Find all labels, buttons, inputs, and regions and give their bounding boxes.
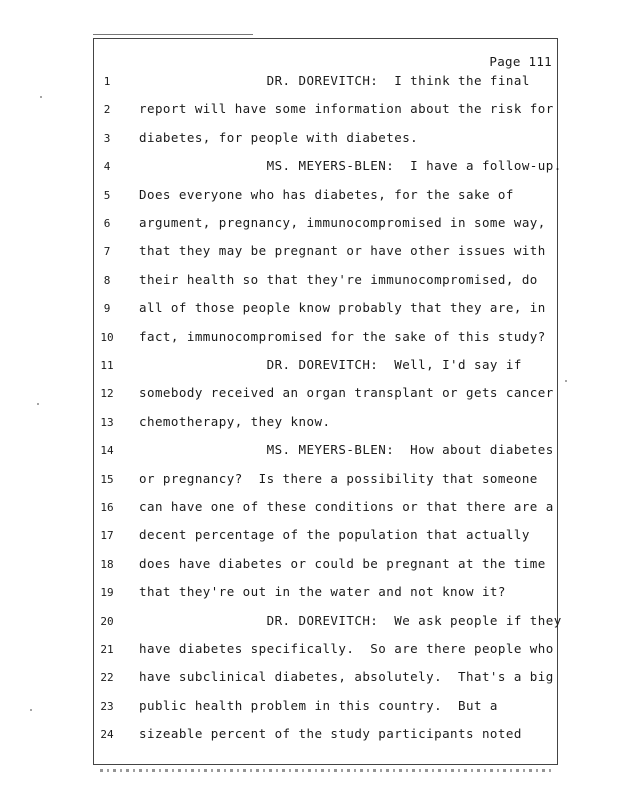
line-number: 21 [100, 643, 114, 656]
line-number: 16 [100, 501, 114, 514]
line-text: have subclinical diabetes, absolutely. That's a big [139, 669, 554, 684]
transcript-line [0, 726, 618, 746]
transcript-line [0, 329, 618, 349]
line-number: 5 [103, 189, 111, 202]
transcript-line [0, 641, 618, 661]
line-text: MS. MEYERS-BLEN: I have a follow-up. [139, 158, 562, 173]
line-number: 8 [103, 274, 111, 287]
transcript-line [0, 414, 618, 434]
line-text: report will have some information about the risk for [139, 101, 554, 116]
transcript-line [0, 584, 618, 604]
line-text: DR. DOREVITCH: We ask people if they [139, 613, 562, 628]
line-number: 18 [100, 558, 114, 571]
line-number: 17 [100, 529, 114, 542]
line-text: that they're out in the water and not know it? [139, 584, 506, 599]
line-number: 3 [103, 132, 111, 145]
line-text: have diabetes specifically. So are there people who [139, 641, 554, 656]
transcript-line [0, 73, 618, 93]
line-text: that they may be pregnant or have other issues with [139, 243, 546, 258]
line-text: does have diabetes or could be pregnant at the time [139, 556, 546, 571]
line-text: DR. DOREVITCH: I think the final [139, 73, 530, 88]
line-number: 1 [103, 75, 111, 88]
line-text: diabetes, for people with diabetes. [139, 130, 419, 145]
transcript-line [0, 471, 618, 491]
line-text: all of those people know probably that they are, in [139, 300, 546, 315]
line-text: decent percentage of the population that actually [139, 527, 530, 542]
line-number: 15 [100, 473, 114, 486]
transcript-line [0, 300, 618, 320]
transcript-line [0, 243, 618, 263]
line-text: can have one of these conditions or that there are a [139, 499, 554, 514]
line-number: 11 [100, 359, 114, 372]
transcript-line [0, 187, 618, 207]
transcript-line [0, 527, 618, 547]
transcript-line [0, 698, 618, 718]
line-number: 13 [100, 416, 114, 429]
line-number: 23 [100, 700, 114, 713]
transcript-line [0, 272, 618, 292]
line-number: 20 [100, 615, 114, 628]
line-number: 22 [100, 671, 114, 684]
transcript-line [0, 556, 618, 576]
transcript-line [0, 158, 618, 178]
line-text: chemotherapy, they know. [139, 414, 331, 429]
line-text: somebody received an organ transplant or gets cancer [139, 385, 554, 400]
transcript-line [0, 357, 618, 377]
transcript-line [0, 442, 618, 462]
line-number: 14 [100, 444, 114, 457]
line-text: or pregnancy? Is there a possibility that someone [139, 471, 538, 486]
transcript-line [0, 130, 618, 150]
line-text: MS. MEYERS-BLEN: How about diabetes [139, 442, 554, 457]
line-text: their health so that they're immunocompromised, do [139, 272, 538, 287]
transcript-line [0, 669, 618, 689]
line-number: 19 [100, 586, 114, 599]
line-number: 6 [103, 217, 111, 230]
transcript-line [0, 613, 618, 633]
transcript-line [0, 215, 618, 235]
transcript-line [0, 499, 618, 519]
line-number: 10 [100, 331, 114, 344]
page-number: Page 111 [489, 54, 552, 69]
line-number: 24 [100, 728, 114, 741]
line-text: argument, pregnancy, immunocompromised in some way, [139, 215, 546, 230]
line-number: 7 [103, 245, 111, 258]
transcript-line [0, 385, 618, 405]
line-number: 2 [103, 103, 111, 116]
line-text: Does everyone who has diabetes, for the sake of [139, 187, 514, 202]
line-number: 9 [103, 302, 111, 315]
line-text: fact, immunocompromised for the sake of this study? [139, 329, 546, 344]
line-number: 4 [103, 160, 111, 173]
line-text: DR. DOREVITCH: Well, I'd say if [139, 357, 522, 372]
line-text: sizeable percent of the study participants noted [139, 726, 522, 741]
line-number: 12 [100, 387, 114, 400]
line-text: public health problem in this country. But a [139, 698, 498, 713]
transcript-line [0, 101, 618, 121]
